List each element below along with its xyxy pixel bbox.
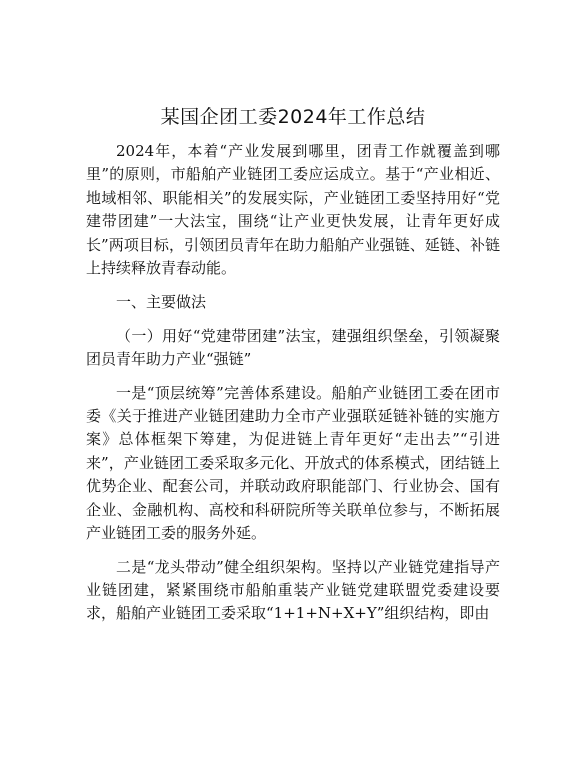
document-title: 某国企团工委2024年工作总结 (160, 106, 426, 128)
section-heading-main-practices: 一、主要做法 (116, 293, 207, 312)
paragraph-leader-driven: 二是“龙头带动”健全组织架构。坚持以产业链党建指导产业链团建，紧紧围绕市船舶重装产业链党建联盟党委建设要求，船舶产业链团工委采取“1+1+N+X+Y”组织结构，即由 (86, 557, 500, 623)
document-body (86, 140, 500, 637)
intro-paragraph: 2024年，本着“产业发展到哪里，团青工作就覆盖到哪里”的原则，市船舶产业链团工委应运成立。基于“产业相近、地域相邻、职能相关”的发展实际，产业链团工委坚持用好“党建带团建”一大法宝，围绕“让产业更快发展，让青年更好成长”两项目标，引领团员青年在助力船舶产业强链、延链、补链上持续释放青春动能。 (86, 142, 500, 278)
subsection-heading-1: （一）用好“党建带团建”法宝，建强组织堡垒，引领凝聚团员青年助力产业“强链” (86, 326, 500, 369)
paragraph-top-level-planning: 一是“顶层统筹”完善体系建设。船舶产业链团工委在团市委《关于推进产业链团建助力全市产业强联延链补链的实施方案》总体框架下筹建，为促进链上青年更好“走出去”“引进来”，产业链团工委采取多元化、开放式的体系模式，团结链上优势企业、配套公司，并联动政府职能部门、行业协会、国有企业、金融机构、高校和科研院所等关联单位参与，不断拓展产业链团工委的服务外延。 (86, 383, 500, 543)
